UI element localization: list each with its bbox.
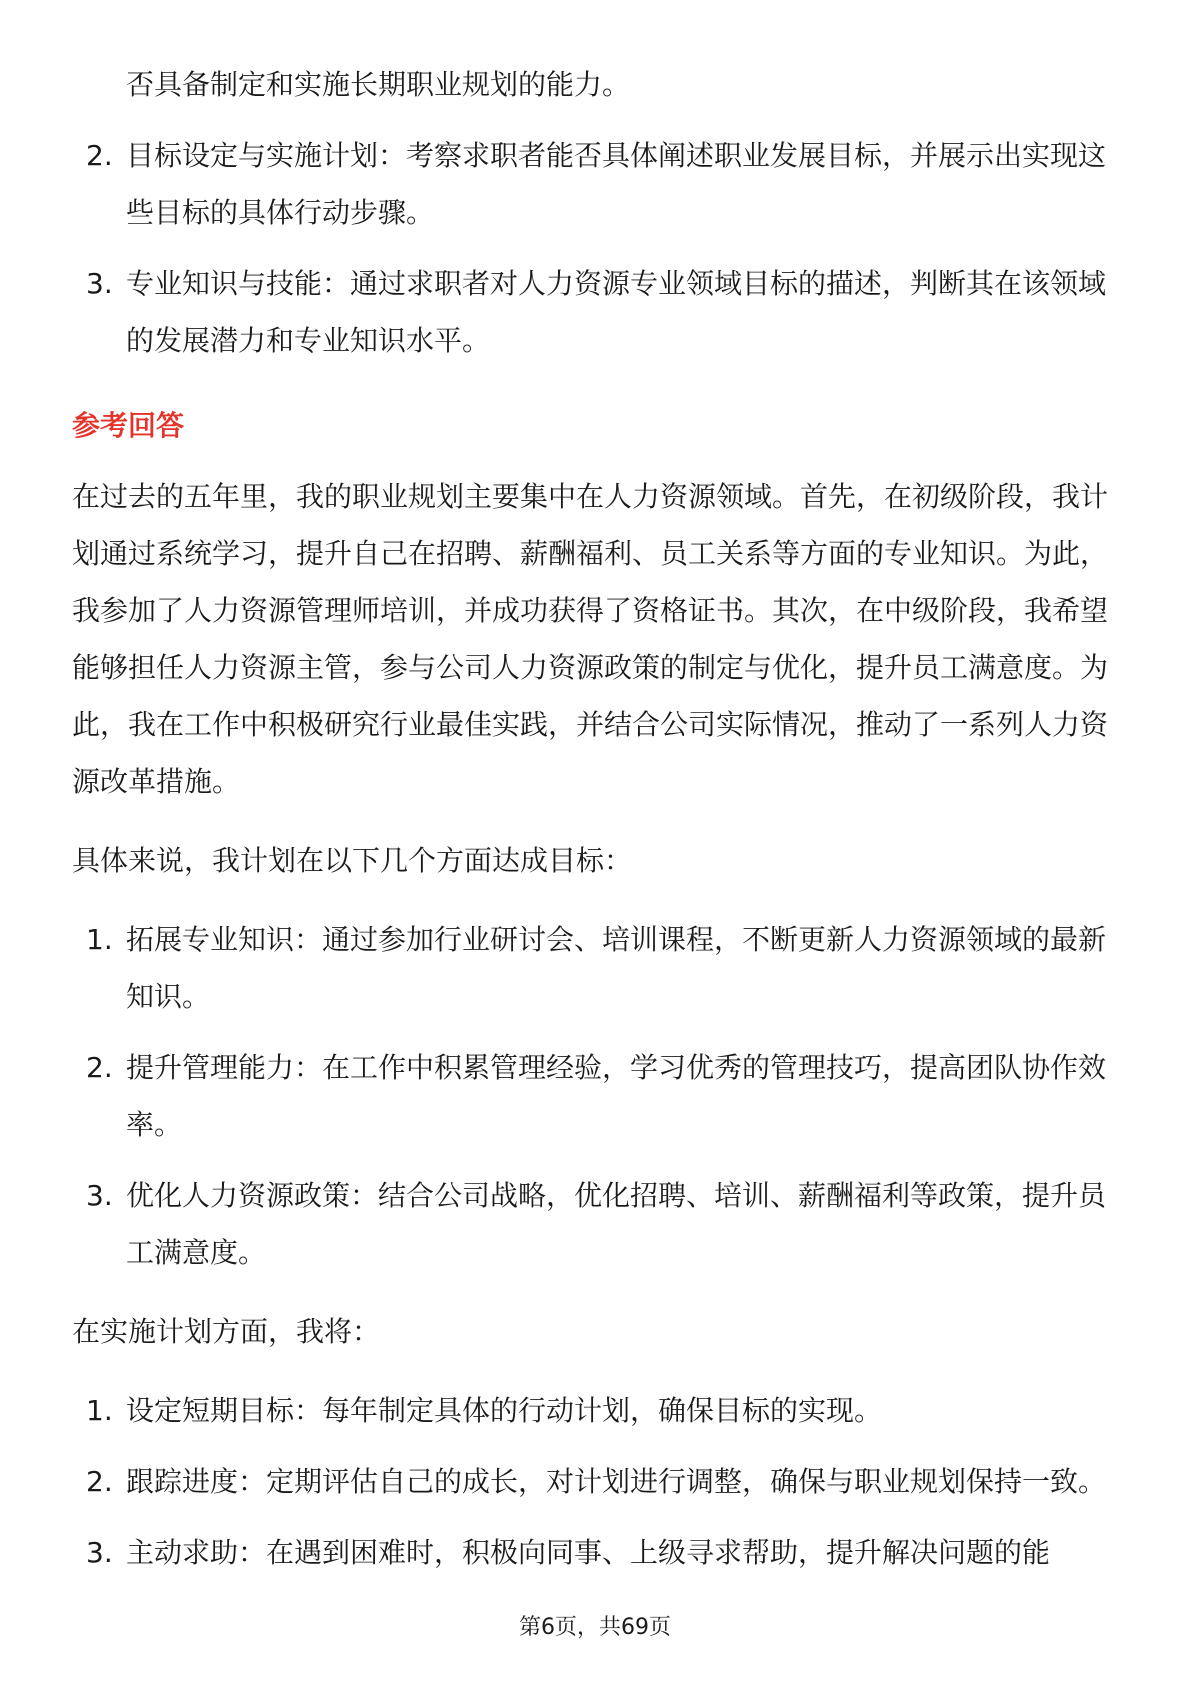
list-item <box>72 1453 1118 1510</box>
section-heading: 参考回答 <box>72 409 185 442</box>
list-item-text: 目标设定与实施计划：考察求职者能否具体阐述职业发展目标，并展示出实现这些目标的具体行动步骤。 <box>126 139 1107 229</box>
list-number: 3. <box>86 1536 113 1569</box>
criteria-list <box>72 127 1118 369</box>
list-number: 2. <box>86 1051 113 1084</box>
list-number: 1. <box>86 923 113 956</box>
list-item-text: 提升管理能力：在工作中积累管理经验，学习优秀的管理技巧，提高团队协作效率。 <box>126 1051 1107 1141</box>
plan-intro: 在实施计划方面，我将： <box>72 1315 381 1348</box>
list-item <box>72 127 1118 241</box>
goals-list <box>72 911 1118 1281</box>
list-item <box>72 1167 1118 1281</box>
list-number: 3. <box>86 267 113 300</box>
list-item-text: 优化人力资源政策：结合公司战略，优化招聘、培训、薪酬福利等政策，提升员工满意度。 <box>126 1179 1107 1269</box>
list-item-text: 跟踪进度：定期评估自己的成长，对计划进行调整，确保与职业规划保持一致。 <box>126 1465 1107 1498</box>
list-number: 2. <box>86 1465 113 1498</box>
list-item-text: 主动求助：在遇到困难时，积极向同事、上级寻求帮助，提升解决问题的能 <box>126 1536 1051 1569</box>
list-number: 3. <box>86 1179 113 1212</box>
plan-list <box>72 1382 1118 1581</box>
list-item <box>72 1524 1118 1581</box>
goals-intro: 具体来说，我计划在以下几个方面达成目标： <box>72 844 633 877</box>
list-item <box>72 255 1118 369</box>
list-item-text: 拓展专业知识：通过参加行业研讨会、培训课程，不断更新人力资源领域的最新知识。 <box>126 923 1107 1013</box>
list-item <box>72 911 1118 1025</box>
list-item-text: 专业知识与技能：通过求职者对人力资源专业领域目标的描述，判断其在该领域的发展潜力和专业知识水平。 <box>126 267 1107 357</box>
list-item-continuation: 否具备制定和实施长期职业规划的能力。 <box>126 68 631 101</box>
intro-paragraph: 在过去的五年里，我的职业规划主要集中在人力资源领域。首先，在初级阶段，我计划通过系统学习，提升自己在招聘、薪酬福利、员工关系等方面的专业知识。为此，我参加了人力资源管理师培训，并成功获得了资格证书。其次，在中级阶段，我希望能够担任人力资源主管，参与公司人力资源政策的制定与优化，提升员工满意度。为此，我在工作中积极研究行业最佳实践，并结合公司实际情况，推动了一系列人力资源改革措施。 <box>72 480 1109 798</box>
document-body <box>72 56 1118 1581</box>
list-number: 2. <box>86 139 113 172</box>
list-item <box>72 1382 1118 1439</box>
list-item-text: 设定短期目标：每年制定具体的行动计划，确保目标的实现。 <box>126 1394 883 1427</box>
list-number: 1. <box>86 1394 113 1427</box>
list-item <box>72 1039 1118 1153</box>
page-number: 第6页，共69页 <box>519 1615 671 1640</box>
